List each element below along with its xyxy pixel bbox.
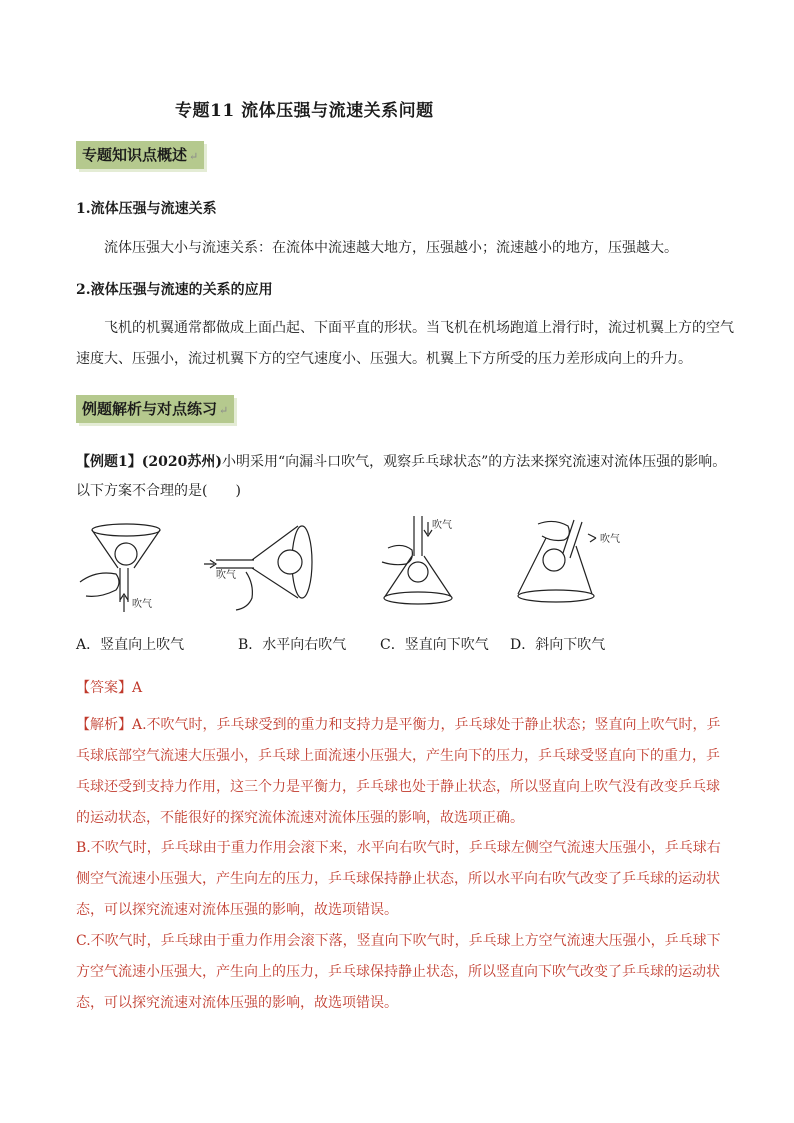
example-label: 【例题1】 bbox=[76, 454, 142, 470]
page-title: 专题11 流体压强与流速关系问题 bbox=[175, 101, 434, 121]
analysis-b: B.不吹气时，乒乓球由于重力作用会滚下来，水平向右吹气时，乒乓球左侧空气流速大压强小，乒乓球右侧空气流速小压强大，产生向左的压力，乒乓球保持静止状态，所以水平向右吹气改变了乒乓球的运动状态，可以探究流速对流体压强的影响，故选项错误。 bbox=[76, 840, 721, 918]
answer-label: 【答案】 bbox=[76, 680, 132, 696]
section-tag-examples bbox=[76, 395, 234, 423]
answer-line bbox=[76, 677, 142, 697]
figure-a-label: 吹气 bbox=[132, 599, 152, 610]
paragraph-2: 飞机的机翼通常都做成上面凸起、下面平直的形状。当飞机在机场跑道上滑行时，流过机翼上方的空气速度大、压强小，流过机翼下方的空气速度小、压强大。机翼上下方所受的压力差形成向上的升力。 bbox=[76, 320, 734, 367]
example-source: (2020苏州) bbox=[141, 454, 222, 470]
figure-b bbox=[204, 526, 312, 610]
answer-value: A bbox=[132, 680, 143, 696]
section-tag-label: 例题解析与对点练习 bbox=[82, 400, 218, 418]
analysis-c: C.不吹气时，乒乓球由于重力作用会滚下落，竖直向下吹气时，乒乓球上方空气流速大压强小，乒乓球下方空气流速小压强大，产生向上的压力，乒乓球保持静止状态，所以竖直向下吹气改变了乒乓球的运动状态，可以探究流速对流体压强的影响，故选项错误。 bbox=[76, 933, 721, 1011]
option-c: C．竖直向下吹气 bbox=[380, 637, 489, 653]
return-mark-icon: ↵ bbox=[219, 404, 229, 417]
example-question bbox=[76, 451, 726, 471]
analysis-a-text: A.不吹气时，乒乓球受到的重力和支持力是平衡力，乒乓球处于静止状态；竖直向上吹气时，乒乓球底部空气流速大压强小，乒乓球上面流速小压强大，产生向下的压力，乒乓球受竖直向下的重力，乒乓球还受到支持力作用，这三个力是平衡力，乒乓球也处于静止状态，所以竖直向上吹气没有改变乒乓球的运动状态，不能很好的探究流体流速对流体压强的影响，故选项正确。 bbox=[76, 717, 721, 826]
example-question-line2: 以下方案不合理的是( ) bbox=[76, 483, 241, 499]
analysis-a bbox=[76, 710, 728, 834]
option-b: B．水平向右吹气 bbox=[238, 637, 347, 653]
figure-d-label: 吹气 bbox=[600, 534, 620, 545]
option-a: A．竖直向上吹气 bbox=[76, 637, 185, 653]
return-mark-icon: ↵ bbox=[189, 150, 199, 163]
figure-d bbox=[518, 520, 596, 602]
heading-1: 1.流体压强与流速关系 bbox=[76, 201, 217, 217]
funnel-figures bbox=[76, 512, 646, 612]
figure-c-label: 吹气 bbox=[432, 520, 452, 531]
heading-2: 2.液体压强与流速的关系的应用 bbox=[76, 282, 273, 298]
section-tag-label: 专题知识点概述 bbox=[82, 146, 188, 164]
option-d: D．斜向下吹气 bbox=[510, 637, 606, 653]
section-tag-overview bbox=[76, 141, 204, 169]
example-text: 小明采用“向漏斗口吹气，观察乒乓球状态”的方法来探究流速对流体压强的影响。 bbox=[221, 454, 727, 470]
figure-b-label: 吹气 bbox=[216, 570, 236, 581]
analysis-label: 【解析】 bbox=[76, 717, 132, 733]
paragraph-1: 流体压强大小与流速关系：在流体中流速越大地方，压强越小；流速越小的地方，压强越大。 bbox=[104, 240, 678, 256]
